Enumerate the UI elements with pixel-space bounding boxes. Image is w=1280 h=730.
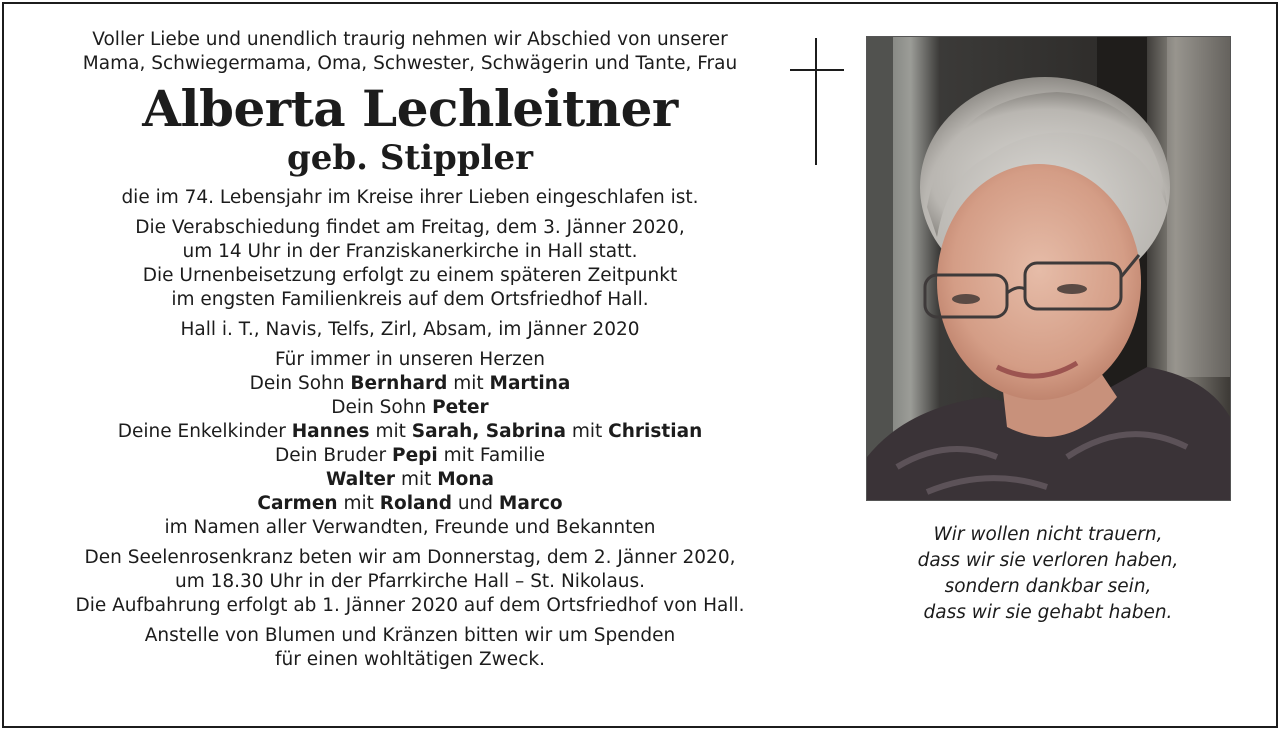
intro-line-2: Mama, Schwiegermama, Oma, Schwester, Schwägerin und Tante, Frau: [82, 53, 738, 74]
deceased-name: Alberta Lechleitner: [142, 79, 678, 138]
portrait-photo: [866, 36, 1231, 501]
donation-line-1: Anstelle von Blumen und Kränzen bitten wir um Spenden: [144, 625, 676, 646]
intro-line-1: Voller Liebe und unendlich traurig nehmen wir Abschied von unserer: [92, 29, 728, 50]
family-line-7: im Namen aller Verwandten, Freunde und Bekannten: [164, 517, 656, 538]
rosary-line-3: Die Aufbahrung erfolgt ab 1. Jänner 2020 auf dem Ortsfriedhof von Hall.: [75, 595, 745, 616]
place-date: Hall i. T., Navis, Telfs, Zirl, Absam, im Jänner 2020: [180, 319, 640, 340]
family-line-6: Carmen mit Roland und Marco: [257, 493, 563, 514]
forever-line: Für immer in unseren Herzen: [274, 349, 545, 370]
poem-line-1: Wir wollen nicht trauern,: [933, 524, 1163, 545]
poem-line-3: sondern dankbar sein,: [944, 576, 1152, 597]
memorial-poem: [866, 522, 1230, 626]
donation-line-2: für einen wohltätigen Zweck.: [275, 649, 545, 670]
ceremony-line-1: Die Verabschiedung findet am Freitag, dem 3. Jänner 2020,: [135, 217, 685, 238]
poem-line-2: dass wir sie verloren haben,: [917, 550, 1179, 571]
ceremony-line-2: um 14 Uhr in der Franziskanerkirche in Hall statt.: [182, 241, 638, 262]
obituary-text: [40, 28, 780, 672]
family-line-4: Dein Bruder Pepi mit Familie: [275, 445, 545, 466]
rosary-line-2: um 18.30 Uhr in der Pfarrkirche Hall – St. Nikolaus.: [174, 571, 646, 592]
ceremony-line-3: Die Urnenbeisetzung erfolgt zu einem späteren Zeitpunkt: [142, 265, 678, 286]
birth-name: geb. Stippler: [286, 138, 534, 178]
age-line: die im 74. Lebensjahr im Kreise ihrer Lieben eingeschlafen ist.: [121, 187, 699, 208]
family-line-3: Deine Enkelkinder Hannes mit Sarah, Sabrina mit Christian: [117, 421, 703, 442]
family-line-1: Dein Sohn Bernhard mit Martina: [249, 373, 571, 394]
family-line-5: Walter mit Mona: [325, 469, 495, 490]
cross-icon: [790, 38, 844, 165]
ceremony-line-4: im engsten Familienkreis auf dem Ortsfriedhof Hall.: [171, 289, 649, 310]
family-line-2: Dein Sohn Peter: [331, 397, 489, 418]
rosary-line-1: Den Seelenrosenkranz beten wir am Donnerstag, dem 2. Jänner 2020,: [84, 547, 736, 568]
poem-line-4: dass wir sie gehabt haben.: [923, 602, 1173, 623]
portrait-illustration: [867, 37, 1230, 500]
